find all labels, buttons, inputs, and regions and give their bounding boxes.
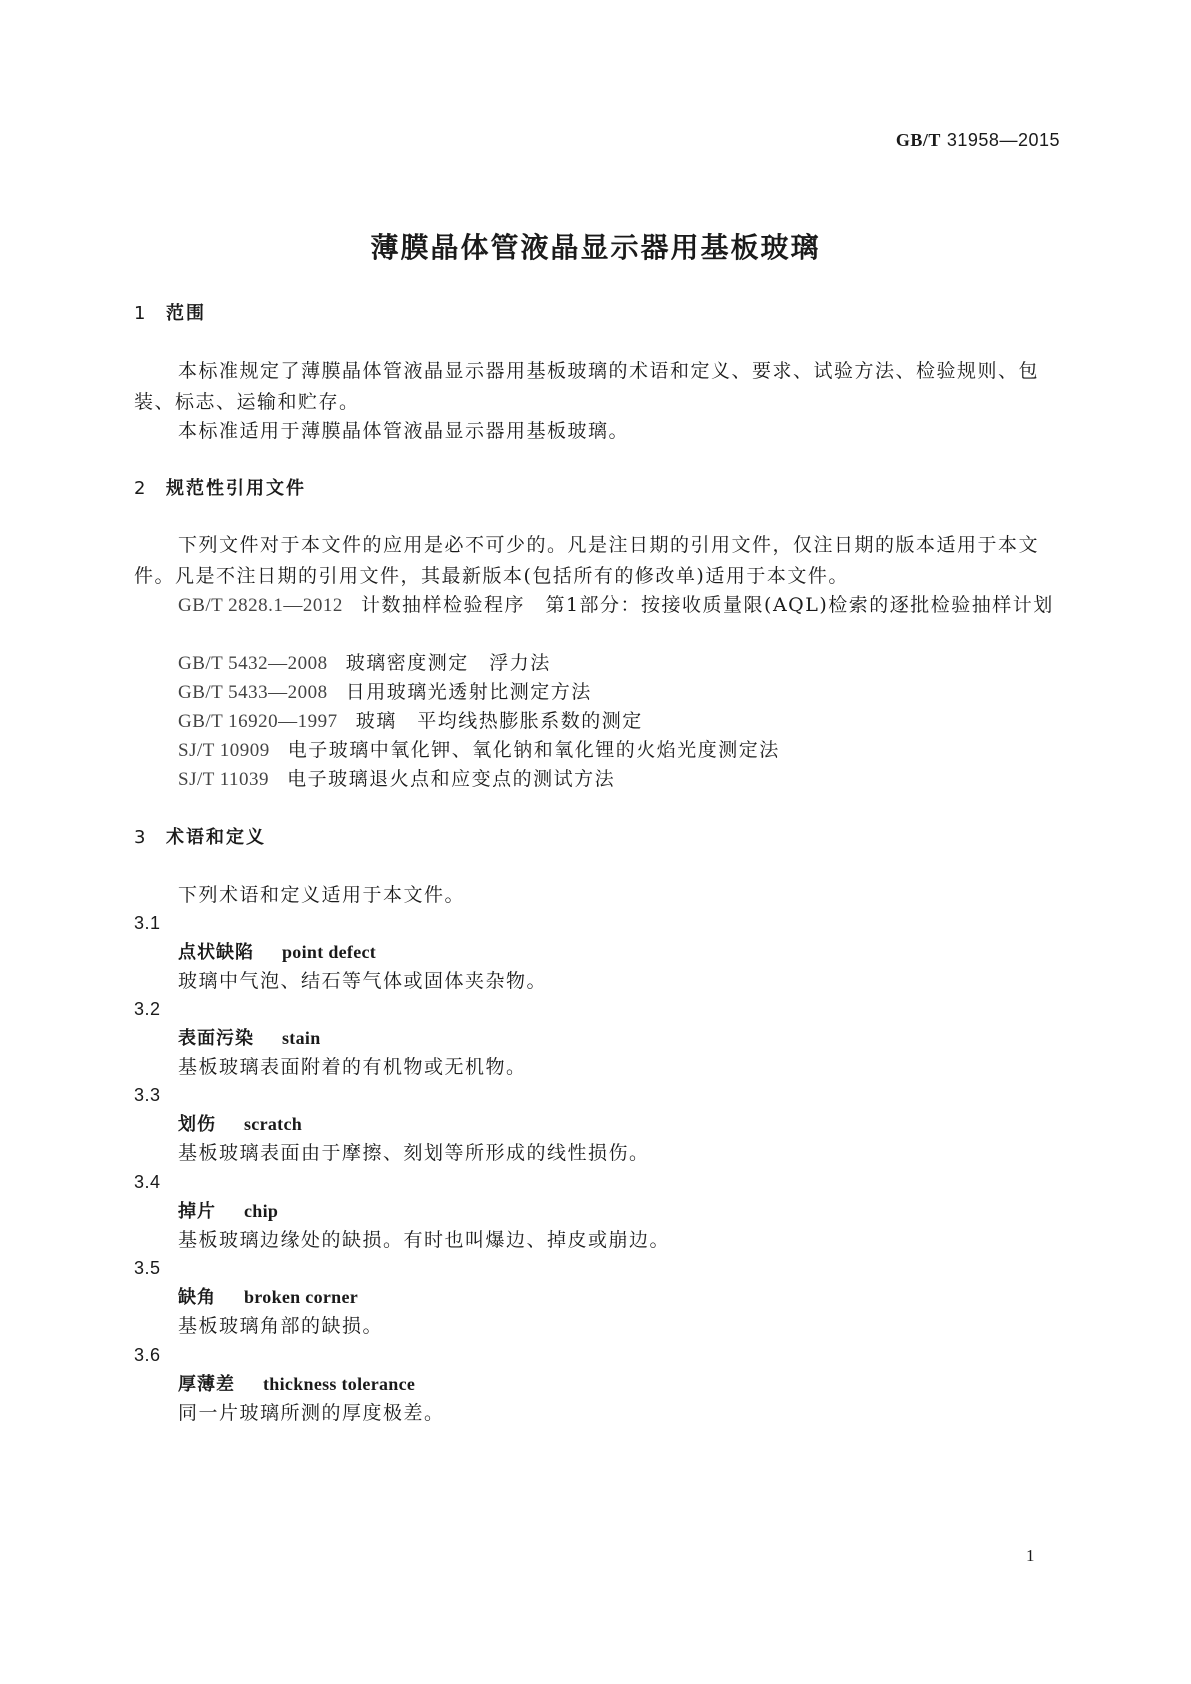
scope-paragraph-2: 本标准适用于薄膜晶体管液晶显示器用基板玻璃。 bbox=[178, 420, 630, 442]
standard-number bbox=[896, 125, 1060, 156]
term-definition: 玻璃中气泡、结石等气体或固体夹杂物。 bbox=[178, 970, 548, 992]
term-definition: 基板玻璃表面附着的有机物或无机物。 bbox=[178, 1056, 527, 1078]
reference-title: 日用玻璃光透射比测定方法 bbox=[345, 681, 592, 703]
term-en: scratch bbox=[244, 1114, 303, 1134]
reference-item bbox=[178, 764, 615, 795]
term-en: chip bbox=[244, 1201, 279, 1221]
term-zh: 点状缺陷 bbox=[178, 942, 254, 963]
document-title: 薄膜晶体管液晶显示器用基板玻璃 bbox=[370, 231, 821, 264]
term-definition: 基板玻璃角部的缺损。 bbox=[178, 1315, 384, 1337]
term-heading bbox=[178, 937, 376, 968]
term-en: thickness tolerance bbox=[263, 1374, 416, 1394]
term-heading bbox=[178, 1109, 302, 1140]
term-zh: 缺角 bbox=[178, 1287, 216, 1308]
section-number: 2 bbox=[134, 478, 148, 499]
term-heading bbox=[178, 1196, 278, 1227]
section-title: 规范性引用文件 bbox=[166, 478, 306, 499]
term-number: 3.2 bbox=[134, 999, 161, 1019]
term-number: 3.4 bbox=[134, 1172, 161, 1192]
reference-code: SJ/T 11039 bbox=[178, 769, 270, 790]
section-1-heading bbox=[134, 298, 206, 329]
section-number: 3 bbox=[134, 827, 148, 848]
references-intro: 下列文件对于本文件的应用是必不可少的。凡是注日期的引用文件，仅注日期的版本适用于本文件。凡是不注日期的引用文件，其最新版本(包括所有的修改单)适用于本文件。 bbox=[134, 534, 1040, 587]
section-number: 1 bbox=[134, 303, 148, 324]
section-2-heading bbox=[134, 473, 306, 504]
reference-title: 玻璃 平均线热膨胀系数的测定 bbox=[355, 710, 643, 732]
term-heading bbox=[178, 1023, 321, 1054]
section-3-heading bbox=[134, 822, 266, 853]
reference-item bbox=[178, 677, 592, 708]
term-zh: 表面污染 bbox=[178, 1028, 254, 1049]
scope-paragraph-1: 本标准规定了薄膜晶体管液晶显示器用基板玻璃的术语和定义、要求、试验方法、检验规则、包装、标志、运输和贮存。 bbox=[134, 360, 1040, 413]
term-zh: 划伤 bbox=[178, 1114, 216, 1135]
section-title: 范围 bbox=[166, 303, 206, 324]
term-number: 3.3 bbox=[134, 1085, 161, 1105]
term-heading bbox=[178, 1282, 358, 1313]
standard-prefix: GB/T bbox=[895, 130, 941, 150]
term-en: broken corner bbox=[244, 1287, 359, 1307]
reference-item bbox=[178, 706, 643, 737]
reference-item bbox=[134, 590, 1058, 621]
reference-code: SJ/T 10909 bbox=[178, 740, 270, 761]
terms-intro: 下列术语和定义适用于本文件。 bbox=[178, 884, 466, 906]
reference-title: 电子玻璃退火点和应变点的测试方法 bbox=[287, 768, 616, 790]
term-number: 3.5 bbox=[134, 1258, 161, 1278]
reference-title: 电子玻璃中氧化钾、氧化钠和氧化锂的火焰光度测定法 bbox=[287, 739, 780, 761]
term-definition: 同一片玻璃所测的厚度极差。 bbox=[178, 1402, 445, 1424]
reference-code: GB/T 2828.1—2012 bbox=[178, 595, 343, 616]
term-zh: 掉片 bbox=[178, 1201, 216, 1222]
reference-code: GB/T 5433—2008 bbox=[178, 682, 328, 703]
term-en: stain bbox=[282, 1028, 321, 1048]
term-number: 3.6 bbox=[134, 1345, 161, 1365]
term-zh: 厚薄差 bbox=[178, 1374, 235, 1395]
reference-item bbox=[178, 648, 551, 679]
page-number: 1 bbox=[1026, 1546, 1036, 1565]
section-title: 术语和定义 bbox=[166, 827, 266, 848]
term-en: point defect bbox=[282, 942, 377, 962]
reference-item bbox=[178, 735, 780, 766]
term-definition: 基板玻璃边缘处的缺损。有时也叫爆边、掉皮或崩边。 bbox=[178, 1229, 671, 1251]
reference-code: GB/T 5432—2008 bbox=[178, 653, 328, 674]
term-number: 3.1 bbox=[134, 913, 161, 933]
standard-code: 31958—2015 bbox=[946, 130, 1060, 150]
term-heading bbox=[178, 1369, 415, 1400]
reference-title: 玻璃密度测定 浮力法 bbox=[345, 652, 551, 674]
reference-code: GB/T 16920—1997 bbox=[178, 711, 338, 732]
reference-title: 计数抽样检验程序 第1部分：按接收质量限(AQL)检索的逐批检验抽样计划 bbox=[360, 594, 1054, 616]
term-definition: 基板玻璃表面由于摩擦、刻划等所形成的线性损伤。 bbox=[178, 1142, 650, 1164]
